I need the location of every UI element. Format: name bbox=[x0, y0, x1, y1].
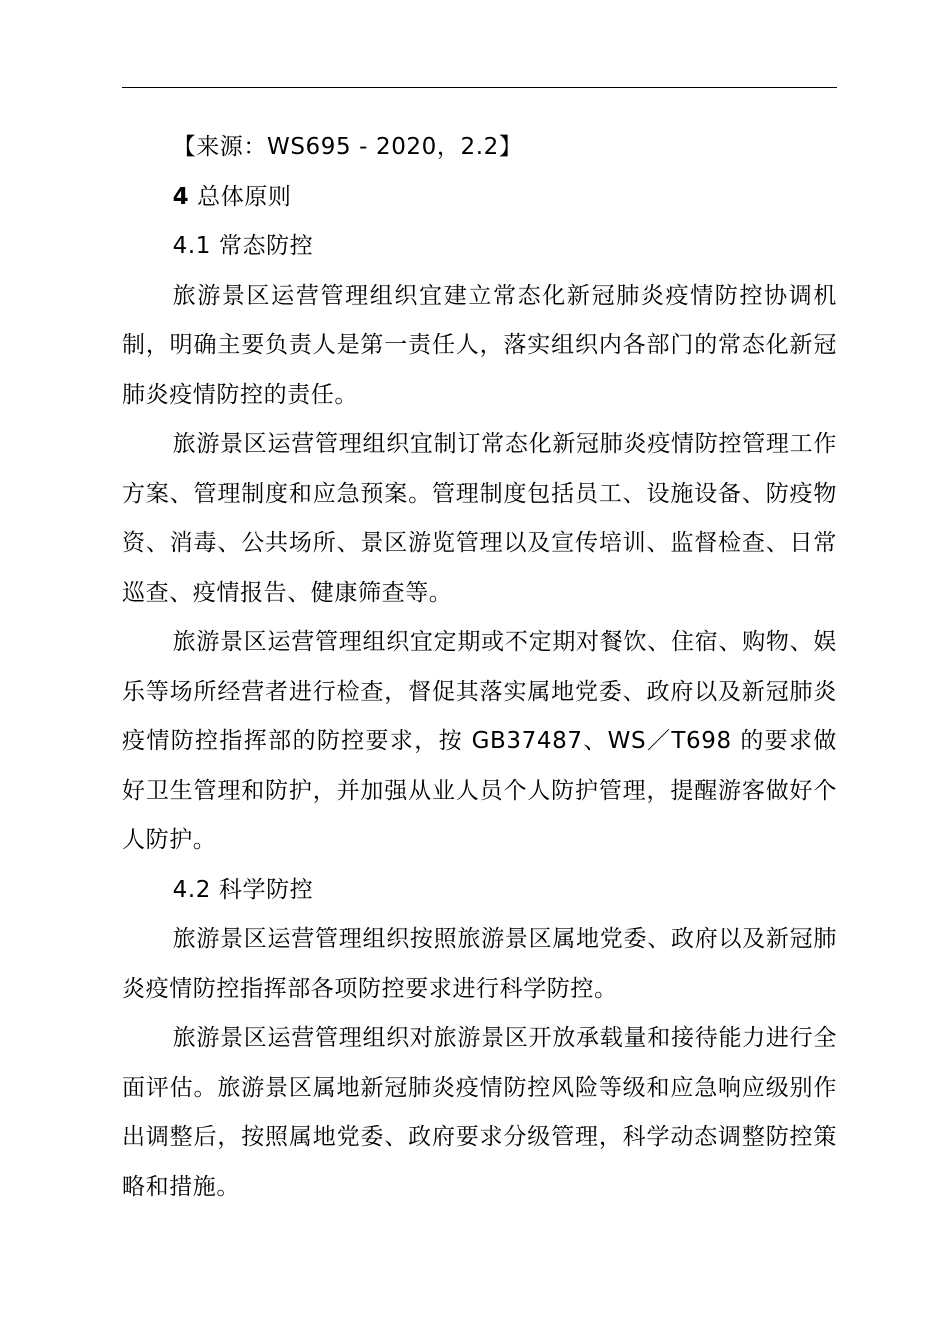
section-4-2-heading: 4.2 科学防控 bbox=[172, 876, 314, 903]
section-4-1-paragraph: 旅游景区运营管理组织宜定期或不定期对餐饮、住宿、购物、娱乐等场所经营者进行检查，督促其落实属地党委、政府以及新冠肺炎疫情防控指挥部的防控要求，按 GB37487、WS／T698 的要求做好卫生管理和防护，并加强从业人员个人防护管理，提醒游客做好个人防护。 bbox=[122, 629, 837, 853]
section-4-1-paragraph: 旅游景区运营管理组织宜建立常态化新冠肺炎疫情防控协调机制，明确主要负责人是第一责任人，落实组织内各部门的常态化新冠肺炎疫情防控的责任。 bbox=[122, 282, 837, 408]
document-body bbox=[122, 123, 837, 1212]
section-4-1-heading: 4.1 常态防控 bbox=[172, 233, 314, 259]
section-4-2-paragraph: 旅游景区运营管理组织对旅游景区开放承载量和接待能力进行全面评估。旅游景区属地新冠肺炎疫情防控风险等级和应急响应级别作出调整后，按照属地党委、政府要求分级管理，科学动态调整防控策略和措施。 bbox=[122, 1025, 837, 1200]
header-rule bbox=[122, 87, 837, 88]
section-4-heading bbox=[122, 173, 837, 223]
section-4-1-paragraph: 旅游景区运营管理组织宜制订常态化新冠肺炎疫情防控管理工作方案、管理制度和应急预案。管理制度包括员工、设施设备、防疫物资、消毒、公共场所、景区游览管理以及宣传培训、监督检查、日常巡查、疫情报告、健康筛查等。 bbox=[122, 431, 837, 606]
source-line: 【来源：WS695 - 2020，2.2】 bbox=[172, 134, 523, 160]
section-4-title: 总体原则 bbox=[197, 183, 292, 210]
section-4-number: 4 bbox=[172, 183, 190, 210]
section-4-2-paragraph: 旅游景区运营管理组织按照旅游景区属地党委、政府以及新冠肺炎疫情防控指挥部各项防控要求进行科学防控。 bbox=[122, 926, 837, 1002]
